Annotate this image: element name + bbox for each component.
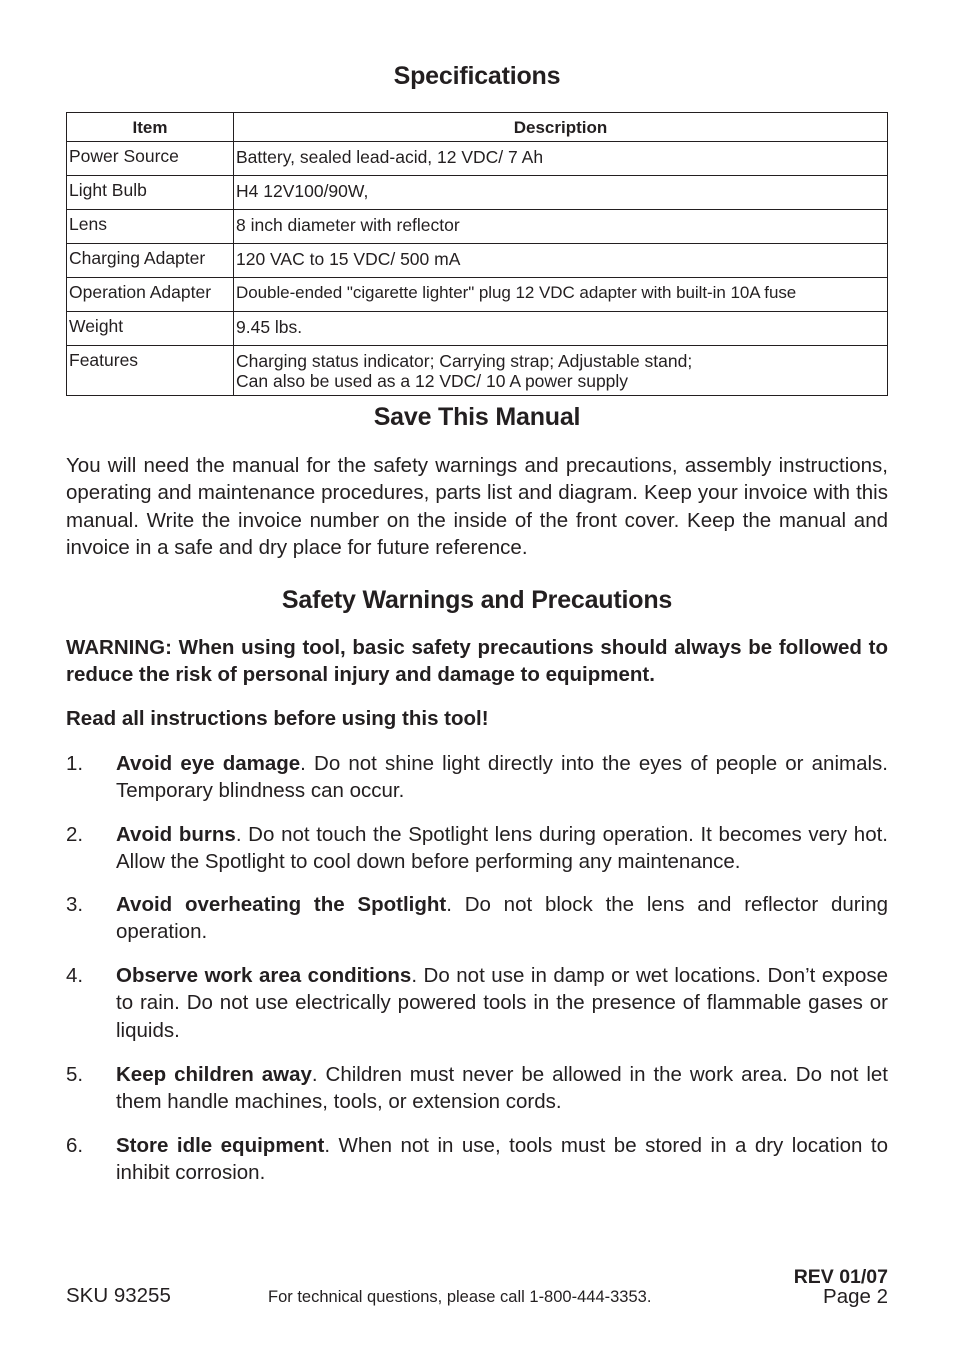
list-item-body: . Do not use in damp or wet locations. Don’t expose to rain. Do not use electrically powered tools in the presence of flammable gases or liquids. bbox=[116, 964, 889, 1042]
list-item-title: Avoid overheating the Spotlight bbox=[116, 893, 447, 916]
spec-item: Features bbox=[67, 346, 234, 396]
spec-item: Lens bbox=[67, 210, 234, 244]
table-row bbox=[67, 142, 888, 176]
technical-support-line: For technical questions, please call 1-800-444-3353. bbox=[268, 1288, 652, 1306]
spec-description bbox=[234, 312, 888, 346]
save-manual-paragraph: You will need the manual for the safety warnings and precautions, assembly instructions, operating and maintenance procedures, parts list and diagram. Keep your invoice with this manual. Write the invoice number on the inside of the front cover. Keep the manual and invoice in a safe and dry place for future reference. bbox=[66, 454, 888, 559]
list-item-text bbox=[116, 821, 888, 876]
list-item-number: 1. bbox=[66, 752, 84, 775]
sku-number: SKU 93255 bbox=[66, 1284, 171, 1307]
list-item-body: . Children must never be allowed in the work area. Do not let them handle machines, tools, or extension cords. bbox=[116, 1063, 888, 1114]
spec-description-line: 8 inch diameter with reflector bbox=[236, 215, 460, 235]
list-item-number: 4. bbox=[66, 964, 84, 987]
spec-item: Light Bulb bbox=[67, 176, 234, 210]
list-item-title: Store idle equipment bbox=[116, 1134, 325, 1157]
list-item-title: Keep children away bbox=[116, 1063, 312, 1086]
table-header-row bbox=[67, 113, 888, 142]
spec-description bbox=[234, 142, 888, 176]
list-item-body: . Do not touch the Spotlight lens during operation. It becomes very hot. Allow the Spotlight to cool down before performing any maintenance. bbox=[116, 823, 889, 874]
list-item-title: Avoid burns bbox=[116, 823, 236, 846]
spec-description bbox=[234, 346, 888, 396]
specifications-table bbox=[66, 112, 888, 396]
list-item-number: 2. bbox=[66, 823, 84, 846]
list-item-body: . Do not shine light directly into the eyes of people or animals. Temporary blindness can occur. bbox=[116, 752, 888, 803]
table-row bbox=[67, 312, 888, 346]
spec-description-line: Charging status indicator; Carrying strap; Adjustable stand; bbox=[236, 351, 693, 371]
read-instructions-note: Read all instructions before using this tool! bbox=[66, 707, 489, 730]
list-item-number: 6. bbox=[66, 1134, 84, 1157]
list-item-body: . When not in use, tools must be stored in a dry location to inhibit corrosion. bbox=[116, 1134, 888, 1185]
column-header-item: Item bbox=[67, 113, 234, 142]
list-item-text bbox=[116, 1061, 888, 1116]
column-header-description: Description bbox=[234, 113, 888, 142]
list-item-number: 3. bbox=[66, 893, 84, 916]
table-row bbox=[67, 278, 888, 312]
list-item-title: Avoid eye damage bbox=[116, 752, 301, 775]
spec-description-line: Double-ended "cigarette lighter" plug 12 VDC adapter with built-in 10A fuse bbox=[236, 283, 797, 302]
page-footer bbox=[66, 1264, 888, 1314]
spec-description-line: H4 12V100/90W, bbox=[236, 181, 369, 201]
spec-description-line: Battery, sealed lead-acid, 12 VDC/ 7 Ah bbox=[236, 147, 544, 167]
spec-description bbox=[234, 176, 888, 210]
spec-description-line: Can also be used as a 12 VDC/ 10 A power supply bbox=[236, 371, 629, 391]
list-item-text bbox=[116, 1132, 888, 1187]
list-item-text bbox=[116, 962, 888, 1044]
spec-description bbox=[234, 210, 888, 244]
save-manual-heading: Save This Manual bbox=[373, 403, 581, 431]
table-row bbox=[67, 244, 888, 278]
list-item-number: 5. bbox=[66, 1063, 84, 1086]
warning-paragraph: WARNING: When using tool, basic safety precautions should always be followed to reduce the risk of personal injury and damage to equipment. bbox=[66, 636, 888, 687]
spec-item: Operation Adapter bbox=[67, 278, 234, 312]
spec-description bbox=[234, 244, 888, 278]
spec-description-line: 120 VAC to 15 VDC/ 500 mA bbox=[236, 249, 461, 269]
spec-description bbox=[234, 278, 888, 312]
spec-item: Weight bbox=[67, 312, 234, 346]
list-item-title: Observe work area conditions bbox=[116, 964, 412, 987]
list-item-text bbox=[116, 750, 888, 805]
spec-item: Charging Adapter bbox=[67, 244, 234, 278]
table-row bbox=[67, 346, 888, 396]
table-row bbox=[67, 176, 888, 210]
specifications-heading: Specifications bbox=[393, 62, 561, 90]
safety-heading: Safety Warnings and Precautions bbox=[281, 586, 673, 614]
list-item-text bbox=[116, 891, 888, 946]
spec-item: Power Source bbox=[67, 142, 234, 176]
list-item-body: . Do not block the lens and reflector during operation. bbox=[116, 893, 888, 944]
spec-description-line: 9.45 lbs. bbox=[236, 317, 303, 337]
table-row bbox=[67, 210, 888, 244]
page-number: Page 2 bbox=[823, 1285, 888, 1308]
revision-label: REV 01/07 bbox=[793, 1266, 888, 1288]
